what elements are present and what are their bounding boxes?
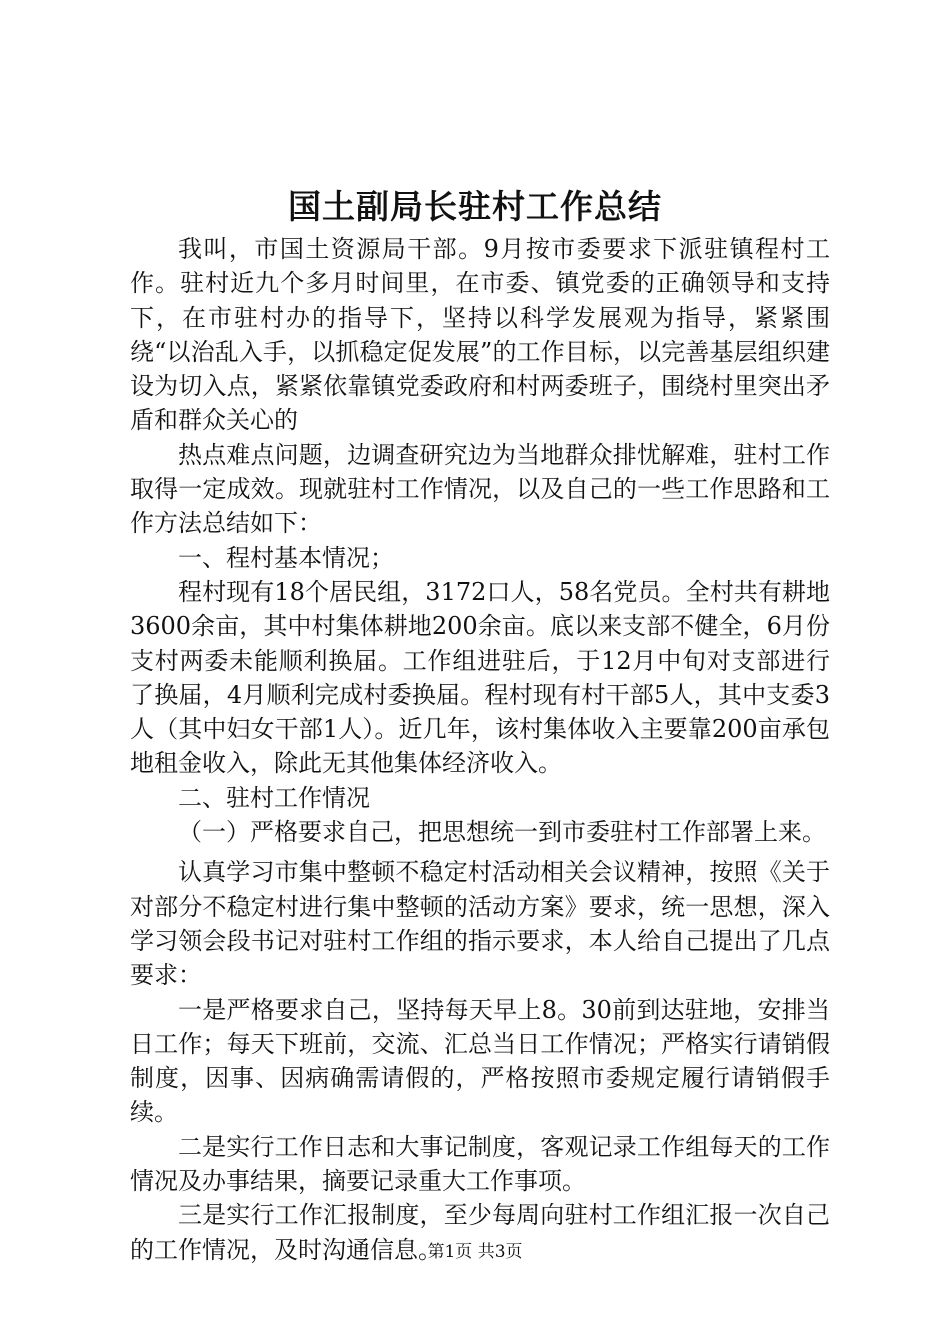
paragraph-study: 认真学习市集中整顿不稳定村活动相关会议精神，按照《关于对部分不稳定村进行集中整顿的活动方案》要求，统一思想，深入学习领会段书记对驻村工作组的指示要求，本人给自己提出了几点要求：: [130, 858, 830, 990]
paragraph-requirement-3: 三是实行工作汇报制度，至少每周向驻村工作组汇报一次自己的工作情况，及时沟通信息。: [130, 1201, 830, 1264]
paragraph-requirement-1: 一是严格要求自己，坚持每天早上8。30前到达驻地，安排当日工作；每天下班前，交流、汇总当日工作情况；严格实行请销假制度，因事、因病确需请假的，严格按照市委规定履行请销假手续。: [130, 995, 830, 1127]
page-number-footer: 第1页 共3页: [427, 1242, 523, 1262]
document-body: [130, 232, 830, 1267]
document-title: 国土副局长驻村工作总结: [288, 187, 662, 226]
paragraph-continued: 热点难点问题，边调查研究边为当地群众排忧解难，驻村工作取得一定成效。现就驻村工作情况，以及自己的一些工作思路和工作方法总结如下：: [130, 440, 830, 538]
section-heading-1: 一、程村基本情况；: [178, 543, 394, 572]
paragraph-village-info: 程村现有18个居民组，3172口人，58名党员。全村共有耕地3600余亩，其中村集体耕地200余亩。底以来支部不健全，6月份支村两委未能顺利换届。工作组进驻后，于12月中旬对支部进行了换届，4月顺利完成村委换届。程村现有村干部5人，其中支委3人（其中妇女干部1人）。近几年，该村集体收入主要靠200亩承包地租金收入，除此无其他集体经济收入。: [130, 577, 830, 778]
subsection-heading-1: （一）严格要求自己，把思想统一到市委驻村工作部署上来。: [178, 818, 826, 847]
paragraph-requirement-2: 二是实行工作日志和大事记制度，客观记录工作组每天的工作情况及办事结果，摘要记录重大工作事项。: [130, 1132, 830, 1196]
paragraph-intro: 我叫，市国土资源局干部。9月按市委要求下派驻镇程村工作。驻村近九个多月时间里，在市委、镇党委的正确领导和支持下，在市驻村办的指导下，坚持以科学发展观为指导，紧紧围绕“以治乱入手，以抓稳定促发展”的工作目标，以完善基层组织建设为切入点，紧紧依靠镇党委政府和村两委班子，围绕村里突出矛盾和群众关心的: [130, 235, 830, 435]
section-heading-2: 二、驻村工作情况: [178, 783, 370, 812]
